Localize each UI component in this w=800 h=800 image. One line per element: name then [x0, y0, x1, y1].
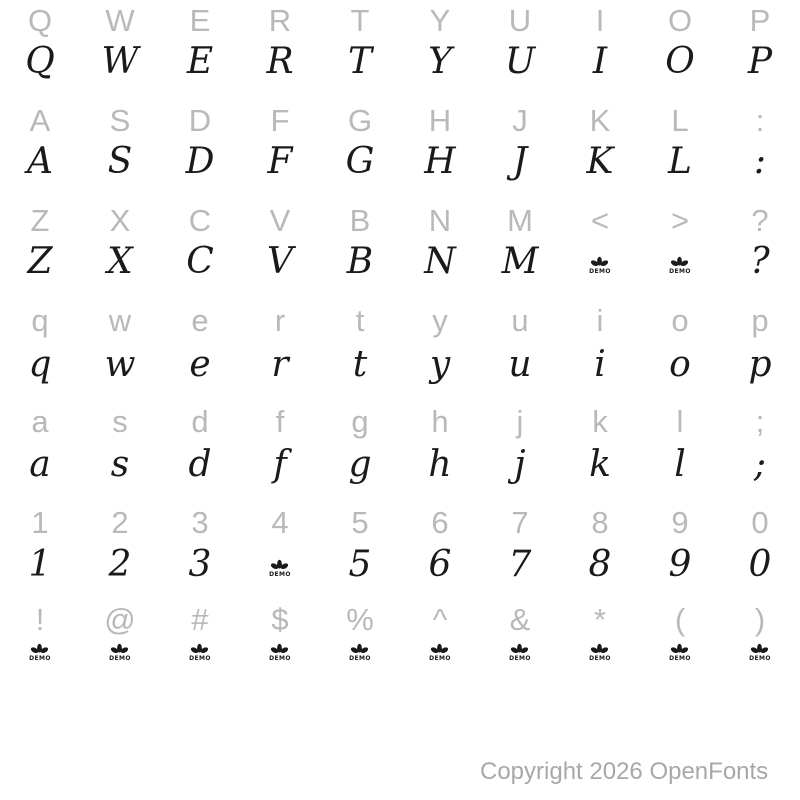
demo-petals-icon	[431, 643, 448, 655]
glyph: E	[186, 41, 214, 82]
glyph: s	[112, 404, 128, 439]
glyph: A	[29, 103, 51, 138]
glyph: y	[432, 303, 448, 338]
glyph: j	[514, 444, 526, 485]
glyph: K	[589, 103, 611, 138]
glyph: k	[589, 444, 611, 485]
glyph: r	[274, 303, 286, 338]
glyph: 4	[271, 505, 289, 540]
demo-label: DEMO	[29, 655, 51, 662]
font-preview-row	[0, 444, 800, 485]
glyph: ?	[750, 241, 770, 282]
glyph: 5	[348, 544, 372, 585]
glyph: C	[188, 203, 212, 238]
demo-glyph	[669, 643, 691, 662]
demo-label: DEMO	[589, 655, 611, 662]
glyph: ;	[755, 404, 765, 439]
glyph: 8	[591, 505, 609, 540]
glyph: @	[104, 602, 136, 637]
glyph: 1	[28, 544, 52, 585]
glyph: M	[501, 241, 539, 282]
glyph: O	[667, 3, 693, 38]
glyph: u	[508, 344, 532, 385]
demo-glyph	[29, 643, 51, 662]
reference-row	[0, 105, 800, 136]
demo-petals-icon	[751, 643, 768, 655]
font-preview-row	[0, 241, 800, 282]
glyph: h	[431, 404, 449, 439]
glyph: Z	[30, 203, 50, 238]
glyph: 8	[588, 544, 612, 585]
glyph: 0	[751, 505, 769, 540]
glyph: !	[35, 602, 45, 637]
glyph: W	[105, 3, 135, 38]
glyph: S	[107, 141, 133, 182]
reference-row	[0, 507, 800, 538]
demo-glyph	[509, 643, 531, 662]
glyph: t	[355, 303, 365, 338]
glyph: (	[674, 602, 686, 637]
demo-petals-icon	[591, 643, 608, 655]
reference-row	[0, 5, 800, 36]
glyph: h	[428, 444, 452, 485]
glyph: L	[671, 103, 689, 138]
glyph: r	[271, 344, 289, 385]
glyph: 2	[108, 544, 132, 585]
demo-petals-icon	[191, 643, 208, 655]
glyph: N	[424, 241, 456, 282]
reference-row	[0, 305, 800, 336]
demo-label: DEMO	[269, 655, 291, 662]
glyph: X	[107, 241, 133, 282]
demo-petals-icon	[111, 643, 128, 655]
demo-glyph	[109, 643, 131, 662]
glyph: A	[27, 141, 53, 182]
demo-glyph	[589, 256, 611, 275]
glyph: l	[676, 404, 684, 439]
glyph: t	[352, 344, 368, 385]
font-preview-row	[0, 643, 800, 662]
copyright-text: Copyright 2026 OpenFonts	[480, 758, 769, 785]
demo-glyph	[669, 256, 691, 275]
glyph: Q	[27, 3, 53, 38]
glyph: I	[595, 3, 605, 38]
glyph: ^	[432, 602, 448, 637]
glyph: N	[428, 203, 452, 238]
demo-label: DEMO	[269, 571, 291, 578]
glyph: i	[594, 344, 606, 385]
font-preview-row	[0, 41, 800, 82]
glyph: )	[754, 602, 766, 637]
glyph: 3	[191, 505, 209, 540]
glyph: Y	[429, 3, 451, 38]
glyph: u	[511, 303, 529, 338]
reference-row	[0, 205, 800, 236]
glyph: $	[271, 602, 289, 637]
glyph: L	[668, 141, 692, 182]
glyph: B	[346, 241, 374, 282]
demo-glyph	[429, 643, 451, 662]
demo-label: DEMO	[669, 268, 691, 275]
demo-glyph	[269, 559, 291, 578]
glyph: o	[669, 344, 691, 385]
glyph: U	[508, 3, 532, 38]
glyph: P	[747, 41, 773, 82]
glyph: p	[748, 344, 772, 385]
demo-petals-icon	[591, 256, 608, 268]
glyph: i	[596, 303, 604, 338]
glyph: B	[349, 203, 371, 238]
glyph: 2	[111, 505, 129, 540]
demo-petals-icon	[671, 256, 688, 268]
glyph: *	[593, 602, 607, 637]
glyph: M	[507, 203, 533, 238]
font-preview-row	[0, 141, 800, 182]
demo-glyph	[749, 643, 771, 662]
glyph: 7	[508, 544, 532, 585]
demo-label: DEMO	[189, 655, 211, 662]
glyph: q	[31, 303, 49, 338]
glyph: g	[348, 444, 372, 485]
glyph: o	[671, 303, 689, 338]
demo-label: DEMO	[589, 268, 611, 275]
glyph: 5	[351, 505, 369, 540]
glyph: P	[749, 3, 771, 38]
font-preview-row	[0, 544, 800, 585]
glyph: %	[346, 602, 374, 637]
glyph: ?	[751, 203, 769, 238]
glyph: G	[345, 141, 375, 182]
glyph: 9	[671, 505, 689, 540]
demo-petals-icon	[271, 643, 288, 655]
glyph: 3	[188, 544, 212, 585]
glyph: C	[186, 241, 214, 282]
glyph: E	[189, 3, 211, 38]
font-preview-row	[0, 344, 800, 385]
demo-label: DEMO	[749, 655, 771, 662]
demo-glyph	[189, 643, 211, 662]
glyph: f	[275, 404, 285, 439]
glyph: V	[267, 241, 293, 282]
glyph: w	[104, 344, 136, 385]
glyph: g	[351, 404, 369, 439]
glyph: k	[592, 404, 608, 439]
glyph: l	[674, 444, 686, 485]
demo-label: DEMO	[429, 655, 451, 662]
glyph: <	[590, 203, 610, 238]
demo-glyph	[349, 643, 371, 662]
glyph: V	[269, 203, 291, 238]
glyph: ;	[753, 444, 767, 485]
glyph: F	[270, 103, 290, 138]
glyph: 9	[668, 544, 692, 585]
glyph: d	[191, 404, 209, 439]
glyph: e	[189, 344, 211, 385]
reference-row	[0, 604, 800, 635]
glyph: T	[347, 41, 372, 82]
glyph: j	[516, 404, 524, 439]
glyph: a	[29, 444, 51, 485]
glyph: &	[509, 602, 531, 637]
demo-glyph	[589, 643, 611, 662]
glyph: :	[755, 103, 765, 138]
glyph: Z	[27, 241, 53, 282]
glyph: X	[109, 203, 131, 238]
glyph: w	[108, 303, 132, 338]
glyph: e	[191, 303, 209, 338]
glyph: K	[586, 141, 614, 182]
demo-petals-icon	[511, 643, 528, 655]
demo-petals-icon	[671, 643, 688, 655]
glyph: a	[31, 404, 49, 439]
demo-label: DEMO	[509, 655, 531, 662]
glyph: #	[191, 602, 209, 637]
glyph: J	[512, 103, 528, 138]
glyph: O	[665, 41, 695, 82]
glyph: 1	[31, 505, 49, 540]
glyph: R	[268, 3, 292, 38]
demo-petals-icon	[271, 559, 288, 571]
glyph: H	[424, 141, 456, 182]
glyph: G	[347, 103, 373, 138]
glyph: U	[504, 41, 536, 82]
glyph: R	[266, 41, 294, 82]
glyph: f	[273, 444, 287, 485]
glyph: J	[512, 141, 528, 182]
glyph: I	[592, 41, 608, 82]
glyph: 6	[431, 505, 449, 540]
glyph: 6	[428, 544, 452, 585]
glyph: Q	[25, 41, 55, 82]
glyph: 0	[748, 544, 772, 585]
demo-petals-icon	[351, 643, 368, 655]
demo-label: DEMO	[109, 655, 131, 662]
demo-petals-icon	[31, 643, 48, 655]
glyph: p	[751, 303, 769, 338]
glyph: S	[109, 103, 131, 138]
glyph: T	[350, 3, 370, 38]
glyph: 7	[511, 505, 529, 540]
demo-glyph	[269, 643, 291, 662]
glyph: W	[101, 41, 139, 82]
glyph: Y	[428, 41, 452, 82]
glyph: d	[188, 444, 212, 485]
reference-row	[0, 406, 800, 437]
glyph: y	[429, 344, 451, 385]
glyph: F	[267, 141, 293, 182]
demo-label: DEMO	[669, 655, 691, 662]
glyph: q	[28, 344, 52, 385]
glyph: >	[670, 203, 690, 238]
glyph: H	[428, 103, 452, 138]
glyph: s	[110, 444, 130, 485]
glyph: D	[185, 141, 215, 182]
glyph: D	[188, 103, 212, 138]
demo-label: DEMO	[349, 655, 371, 662]
glyph: :	[753, 141, 767, 182]
